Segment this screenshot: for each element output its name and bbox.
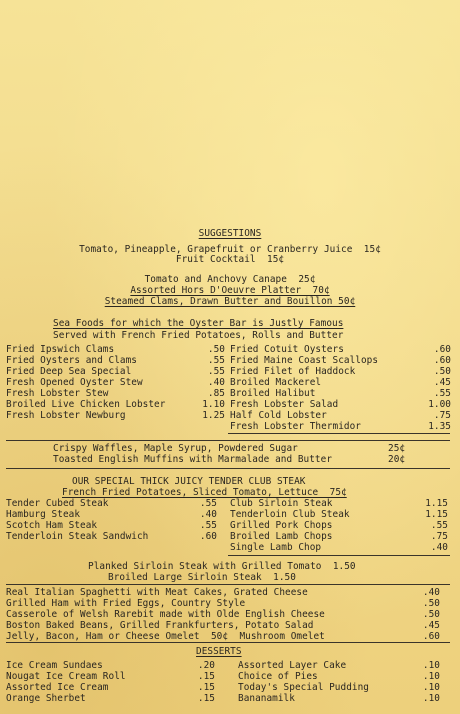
menu-item-name: Fresh Lobster Thermidor [230,421,361,432]
planked-line: Planked Sirloin Steak with Grilled Tomato 1.50 [88,561,356,572]
menu-item-price: .60 [199,531,217,542]
menu-item-price: .10 [422,693,440,704]
menu-item-name: Grilled Ham with Fried Eggs, Country Style [6,598,246,609]
menu-item-price: .15 [197,693,215,704]
steak-subheader: French Fried Potatoes, Sliced Tomato, Lettuce 75¢ [62,487,347,498]
menu-item-name: Ice Cream Sundaes [6,660,103,671]
menu-item-price: .40 [430,542,448,553]
menu-item-name: Tender Cubed Steak [6,498,109,509]
waffles-line: Crispy Waffles, Maple Syrup, Powdered Sugar [53,443,298,454]
menu-item-price: .55 [199,520,217,531]
menu-item-price: 1.10 [202,399,225,410]
muffins-line: Toasted English Muffins with Marmalade and Butter [53,454,333,465]
menu-item-price: .10 [422,682,440,693]
menu-item-price: .20 [197,660,215,671]
menu-item-price: .55 [207,366,225,377]
menu-item-name: Broiled Mackerel [230,377,322,388]
divider [6,440,450,441]
menu-item-price: 1.25 [202,410,225,421]
menu-item-price: .10 [422,660,440,671]
divider [6,584,450,585]
canape-line: Tomato and Anchovy Canape 25¢ [144,274,316,285]
menu-item-name: Fresh Lobster Newburg [6,410,126,421]
menu-item-name: Jelly, Bacon, Ham or Cheese Omelet 50¢ Mushroom Omelet [6,631,325,642]
menu-item-name: Fresh Lobster Stew [6,388,109,399]
menu-item-price: .75 [430,531,448,542]
menu-item-price: .60 [433,355,451,366]
menu-item-price: 1.15 [425,509,448,520]
menu-item-price: .55 [207,355,225,366]
divider [6,468,450,469]
menu-item-price: 1.35 [428,421,451,432]
menu-item-price: .40 [199,509,217,520]
menu-item-price: .50 [207,344,225,355]
menu-item-price: .10 [422,671,440,682]
menu-item-name: Choice of Pies [238,671,318,682]
menu-item-name: Single Lamb Chop [230,542,322,553]
menu-item-name: Fried Maine Coast Scallops [230,355,379,366]
steak-header: OUR SPECIAL THICK JUICY TENDER CLUB STEAK [72,476,306,487]
menu-item-name: Assorted Layer Cake [238,660,347,671]
menu-item-price: .60 [422,631,440,642]
hors-line: Assorted Hors D'Oeuvre Platter 70¢ [130,285,330,296]
menu-item-name: Today's Special Pudding [238,682,369,693]
menu-item-name: Nougat Ice Cream Roll [6,671,126,682]
desserts-header: DESSERTS [196,646,242,657]
menu-item-price: 1.15 [425,498,448,509]
lamb-chop-underline [228,555,450,556]
menu-item-name: Fresh Opened Oyster Stew [6,377,143,388]
menu-item-name: Broiled Lamb Chops [230,531,333,542]
menu-item-price: .45 [422,620,440,631]
menu-item-price: .40 [422,587,440,598]
suggestions-title: SUGGESTIONS [198,228,262,239]
menu-item-name: Broiled Live Chicken Lobster [6,399,166,410]
menu-item-price: 1.00 [428,399,451,410]
menu-item-name: Grilled Pork Chops [230,520,333,531]
menu-item-name: Scotch Ham Steak [6,520,98,531]
menu-item-name: Fried Filet of Haddock [230,366,356,377]
menu-item-name: Hamburg Steak [6,509,81,520]
menu-item-name: Assorted Ice Cream [6,682,109,693]
menu-item-name: Boston Baked Beans, Grilled Frankfurters, Potato Salad [6,620,314,631]
menu-item-price: .60 [433,344,451,355]
broiled-sirloin-line: Broiled Large Sirloin Steak 1.50 [108,572,296,583]
menu-item-price: .75 [433,410,451,421]
thermidor-underline [228,433,450,434]
fruit-cocktail-line: Fruit Cocktail 15¢ [175,254,285,265]
menu-item-name: Real Italian Spaghetti with Meat Cakes, Grated Cheese [6,587,308,598]
menu-item-price: .85 [207,388,225,399]
menu-item-name: Tenderloin Steak Sandwich [6,531,149,542]
menu-item-price: .40 [207,377,225,388]
menu-item-price: .55 [199,498,217,509]
muffins-price: 20¢ [388,454,406,465]
menu-item-price: .15 [197,671,215,682]
menu-item-price: .50 [422,609,440,620]
waffles-price: 25¢ [388,443,406,454]
menu-item-name: Tenderloin Club Steak [230,509,350,520]
menu-item-price: .55 [433,388,451,399]
menu-item-name: Broiled Halibut [230,388,316,399]
menu-item-name: Club Sirloin Steak [230,498,333,509]
menu-item-price: .45 [433,377,451,388]
menu-item-name: Orange Sherbet [6,693,86,704]
seafood-header: Sea Foods for which the Oyster Bar is Justly Famous [53,318,344,329]
menu-item-name: Fried Oysters and Clams [6,355,137,366]
divider [6,642,450,643]
menu-item-name: Half Cold Lobster [230,410,327,421]
juice-line: Tomato, Pineapple, Grapefruit or Cranberry Juice 15¢ [79,244,381,255]
menu-item-name: Fresh Lobster Salad [230,399,339,410]
menu-item-name: Fried Ipswich Clams [6,344,115,355]
menu-item-name: Bananamilk [238,693,295,704]
menu-item-price: .50 [422,598,440,609]
menu-item-price: .50 [433,366,451,377]
seafood-subheader: Served with French Fried Potatoes, Rolls and Butter [53,330,344,341]
clams-line: Steamed Clams, Drawn Butter and Bouillon 50¢ [104,296,356,307]
menu-item-price: .55 [430,520,448,531]
menu-item-name: Casserole of Welsh Rarebit made with Olde English Cheese [6,609,325,620]
menu-item-name: Fried Cotuit Oysters [230,344,344,355]
menu-item-name: Fried Deep Sea Special [6,366,132,377]
menu-item-price: .15 [197,682,215,693]
